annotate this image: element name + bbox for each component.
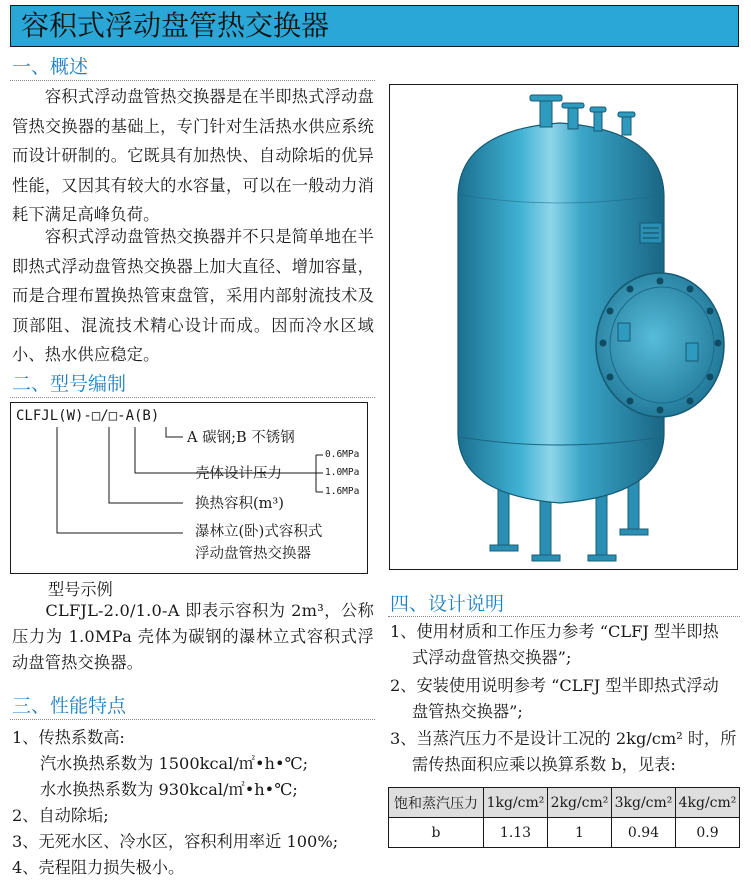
feature-item-1: 1、传热系数高: [12, 728, 125, 747]
design-item-3-line-2: 需传热面积应乘以换算系数 b，见表: [412, 755, 676, 774]
table-header-cell: 3kg/cm² [612, 788, 676, 818]
table-header-cell: 4kg/cm² [676, 788, 740, 818]
design-item-2-line-2: 盘管热交换器”; [412, 702, 523, 721]
features-heading: 三、性能特点 [12, 695, 127, 717]
heat-exchanger-tank-image [390, 85, 738, 570]
type-label-line-1: 瀑林立(卧)式容积式 [195, 524, 323, 540]
volume-label: 换热容积(m³) [195, 496, 284, 512]
design-item-3-line-1: 3、当蒸汽压力不是设计工况的 2kg/cm² 时，所 [390, 729, 737, 748]
feature-item-2: 2、自动除垢; [12, 806, 109, 825]
table-cell: b [389, 818, 484, 848]
table-row [389, 818, 740, 848]
feature-item-1b: 水水换热系数为 930kcal/㎡•h•℃; [40, 780, 298, 799]
overview-para-1: 容积式浮动盘管热交换器是在半即热式浮动盘管热交换器的基础上，专门针对生活热水供应系统而设计研制的。它既具有加热快、自动除垢的优异性能，又因其有较大的水容量，可以在一般动力消耗下满足高峰负荷。 [12, 87, 374, 224]
design-item-1-line-1: 1、使用材质和工作压力参考 “CLFJ 型半即热 [390, 622, 719, 641]
design-item-2-line-1: 2、安装使用说明参考 “CLFJ 型半即热式浮动 [390, 676, 719, 695]
table-cell: 1 [548, 818, 612, 848]
table-header-cell: 1kg/cm² [484, 788, 548, 818]
design-rule [388, 616, 740, 617]
pressure-option-1-6: 1.6MPa [325, 486, 360, 497]
material-label: A 碳钢;B 不锈钢 [187, 430, 295, 446]
overview-rule [10, 80, 375, 81]
overview-para-2: 容积式浮动盘管热交换器并不只是简单地在半即热式浮动盘管热交换器上加大直径、增加容量，而是合理布置换热管束盘管，采用内部射流技术及顶部阻、混流技术精心设计而成。因而冷水区域小、热水供应稳定。 [12, 227, 374, 364]
features-rule [10, 719, 375, 720]
table-cell: 1.13 [484, 818, 548, 848]
example-title: 型号示例 [48, 580, 113, 599]
overview-heading: 一、概述 [12, 56, 89, 78]
pressure-option-1-0: 1.0MPa [325, 467, 360, 478]
feature-item-3: 3、无死水区、冷水区，容积利用率近 100%; [12, 832, 339, 851]
pressure-label: 壳体设计压力 [195, 466, 282, 482]
page-title: 容积式浮动盘管热交换器 [21, 9, 330, 42]
feature-item-1a: 汽水换热系数为 1500kcal/㎡•h•℃; [40, 754, 309, 773]
table-header-cell: 2kg/cm² [548, 788, 612, 818]
conversion-coefficient-table [388, 787, 740, 848]
model-code: CLFJL(W)-□/□-A(B) [16, 408, 160, 424]
table-cell: 0.94 [612, 818, 676, 848]
model-heading: 二、型号编制 [12, 373, 127, 395]
model-rule [10, 397, 375, 398]
model-code-diagram [10, 402, 368, 574]
product-photo [389, 84, 738, 570]
design-item-1-line-2: 式浮动盘管热交换器”; [412, 648, 572, 667]
example-text: CLFJL-2.0/1.0-A 即表示容积为 2m³，公称压力为 1.0MPa 壳体为碳钢的瀑林立式容积式浮动盘管热交换器。 [12, 601, 374, 672]
table-header-cell: 饱和蒸汽压力 [389, 788, 484, 818]
table-header-row [389, 788, 740, 818]
pressure-option-0-6: 0.6MPa [325, 449, 360, 460]
type-label-line-2: 浮动盘管热交换器 [195, 546, 311, 562]
table-cell: 0.9 [676, 818, 740, 848]
feature-item-4: 4、壳程阻力损失极小。 [12, 858, 185, 877]
design-heading: 四、设计说明 [390, 593, 505, 615]
title-bar [10, 5, 739, 47]
